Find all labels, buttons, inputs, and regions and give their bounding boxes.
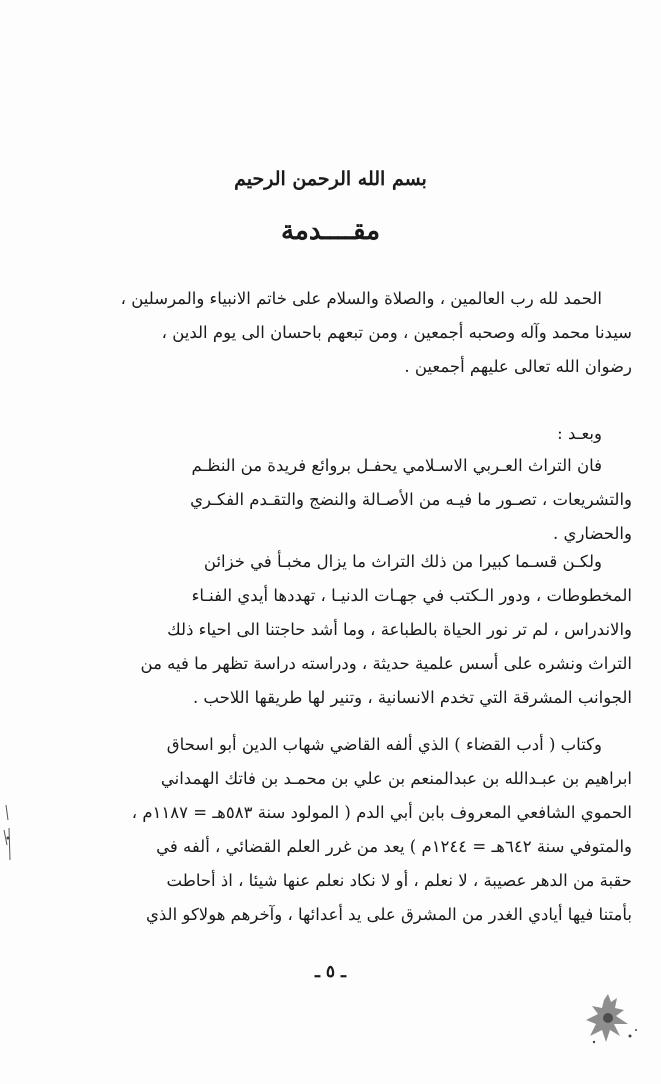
page-number: ـ ٥ ـ	[315, 962, 346, 982]
text-line: والحضاري .	[553, 524, 632, 543]
text-line: التراث ونشره على أسس علمية حديثة ، ودراسته دراسة تظهر ما فيه من	[140, 654, 632, 673]
margin-scan-mark	[0, 800, 20, 870]
text-line: ولكـن قسـما كبيرا من ذلك التراث ما يزال مخبـأ في خزائن	[203, 552, 602, 571]
paragraph-book	[26, 728, 632, 932]
text-line: وبعـد :	[557, 424, 602, 443]
basmala: بسم الله الرحمن الرحيم	[234, 168, 427, 190]
text-line: حقبة من الدهر عصيبة ، لا نعلم ، أو لا نكاد نعلم عنها شيئا ، اذ أحاطت	[166, 871, 632, 890]
paragraph-transition	[26, 417, 632, 451]
paragraph-praise	[26, 282, 632, 384]
page-title: مقــــدمة	[280, 216, 381, 246]
text-line: الحمد لله رب العالمين ، والصلاة والسلام على خاتم الانبياء والمرسلين ،	[120, 289, 602, 308]
text-line: ابراهيم بن عبـدالله بن عبدالمنعم بن علي بن محمـد بن فاتك الهمداني	[160, 769, 632, 788]
text-line: فان التراث العـربي الاسـلامي يحفـل بروائع فريدة من النظـم	[191, 456, 602, 475]
text-line: والاندراس ، لم تر نور الحياة بالطباعة ، وما أشد حاجتنا الى احياء ذلك	[167, 620, 632, 639]
text-line: الجوانب المشرقة التي تخدم الانسانية ، وتنير لها طريقها اللاحب .	[192, 688, 632, 707]
text-line: المخطوطات ، ودور الـكتب في جهـات الدنيـا ، تهددها أيدي الفنـاء	[191, 586, 632, 605]
text-line: رضوان الله تعالى عليهم أجمعين .	[404, 357, 632, 376]
text-line: الحموي الشافعي المعروف بابن أبي الدم ( المولود سنة ٥٨٣هـ = ١١٨٧م ،	[131, 803, 632, 822]
paragraph-heritage	[26, 449, 632, 551]
text-line: وكتاب ( أدب القضاء ) الذي ألفه القاضي شهاب الدين أبو اسحاق	[166, 735, 602, 754]
text-line: والمتوفي سنة ٦٤٢هـ = ١٢٤٤م ) يعد من غرر العلم القضائي ، ألفه في	[156, 837, 632, 856]
text-line: بأمتنا فيها أيادي الغدر من المشرق على يد أعدائها ، وآخرهم هولاكو الذي	[145, 905, 632, 924]
ink-smudge-mark	[584, 992, 644, 1048]
text-line: والتشريعات ، تصـور ما فيـه من الأصـالة والنضج والتقـدم الفكـري	[190, 490, 632, 509]
paragraph-manuscripts	[26, 545, 632, 715]
text-line: سيدنا محمد وآله وصحبه أجمعين ، ومن تبعهم باحسان الى يوم الدين ،	[161, 323, 632, 342]
